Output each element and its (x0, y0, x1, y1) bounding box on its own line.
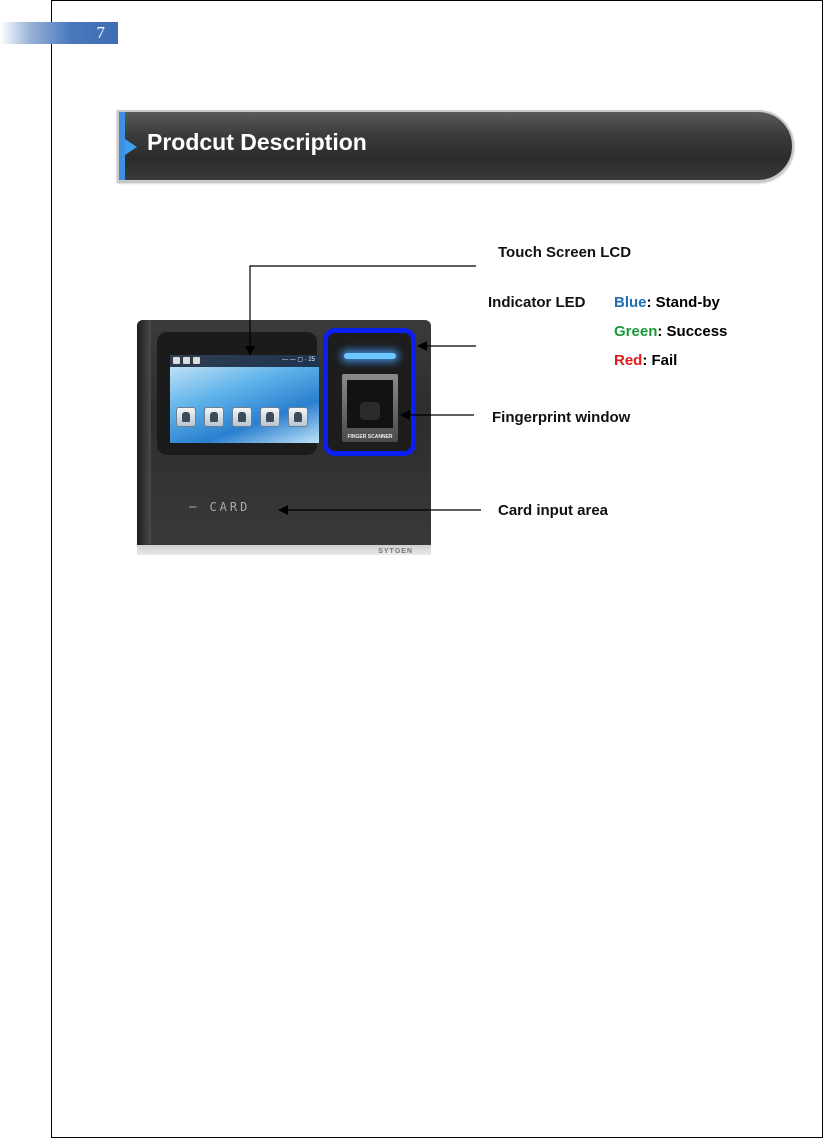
device-brand-text: SYTGEN (378, 548, 413, 555)
callout-touch-screen: Touch Screen LCD (498, 244, 632, 261)
callout-indicator-led: Indicator LED (488, 294, 586, 311)
section-title: Prodcut Description (147, 129, 367, 155)
callout-card-input: Card input area (498, 502, 609, 519)
led-state-blue (614, 294, 720, 311)
screen-clock: — — ▢ · 25 (281, 357, 315, 363)
finger-scanner-caption: FINGER SCANNER (347, 434, 393, 440)
touch-screen-arrow (250, 266, 476, 355)
led-state-meaning: : Stand-by (646, 294, 720, 311)
led-state-green (614, 323, 727, 340)
led-state-color-word: Red (614, 352, 643, 369)
card-slot-label: ─ CARD (189, 500, 251, 514)
callout-fingerprint-window: Fingerprint window (492, 409, 631, 426)
led-state-red (614, 352, 677, 369)
led-state-meaning: : Success (657, 323, 728, 340)
page-number: 7 (96, 23, 105, 42)
led-state-color-word: Green (614, 323, 658, 340)
led-state-color-word: Blue (614, 294, 647, 311)
led-state-meaning: : Fail (642, 352, 678, 369)
